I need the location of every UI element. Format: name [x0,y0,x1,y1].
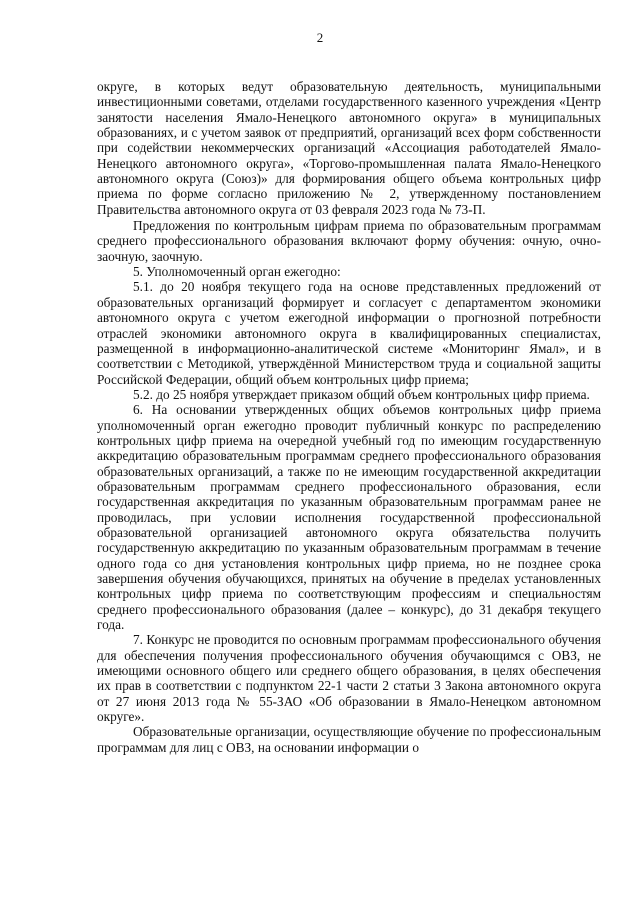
paragraph-continuation: округе, в которых ведут образовательную деятельность, муниципальными инвестиционными советами, отделами государственного казенного учреждения «Центр занятости населения Ямало-Ненецкого автономного округа» в муниципальных образованиях, и с учетом заявок от предприятий, организаций всех форм собственности при содействии некоммерческих организаций «Ассоциация работодателей Ямало-Ненецкого автономного округа», «Торгово-промышленная палата Ямало-Ненецкого автономного округа (Союз)» для формирования общего объема контрольных цифр приема по форме согласно приложению № 2, утвержденному постановлением Правительства автономного округа от 03 февраля 2023 года № 73-П. [97,79,601,217]
paragraph-study-forms: Предложения по контрольным цифрам приема по образовательным программам среднего профессионального образования включают форму обучения: очную, очно-заочную, заочную. [97,218,601,264]
paragraph-ovz-organizations: Образовательные организации, осуществляющие обучение по профессиональным программам для лиц с ОВЗ, на основании информации о [97,724,601,755]
paragraph-item-5-2: 5.2. до 25 ноября утверждает приказом общий объем контрольных цифр приема. [133,386,590,402]
document-body [97,79,601,755]
paragraph-item-5: 5. Уполномоченный орган ежегодно: [133,264,341,280]
paragraph-item-5-1: 5.1. до 20 ноября текущего года на основе представленных предложений от образовательных организаций формирует и согласует с департаментом экономики автономного округа с учетом ежегодной информации о прогнозной потребности отраслей экономики автономного округа в квалифицированных специалистах, размещенной в информационно-аналитической системе «Мониторинг Ямал», и в соответствии с Методикой, утверждённой Министерством труда и социальной защиты Российской Федерации, общий объем контрольных цифр приема; [97,279,601,387]
paragraph-item-7: 7. Конкурс не проводится по основным программам профессионального обучения для обеспечения получения профессионального обучения обучающимся с ОВЗ, не имеющими основного общего или среднего общего образования, в целях обеспечения их прав в соответствии с подпунктом 22-1 части 2 статьи 3 Закона автономного округа от 27 июня 2013 года № 55-ЗАО «Об образовании в Ямало-Ненецком автономном округе». [97,632,601,725]
paragraph-item-6: 6. На основании утвержденных общих объемов контрольных цифр приема уполномоченный орган ежегодно проводит публичный конкурс по распределению контрольных цифр приема на очередной учебный год по имеющим государственную аккредитацию образовательным программам среднего профессионального образования образовательных организаций, а также по не имеющим государственной аккредитации образовательным программам среднего профессионального образования, если государственная аккредитация по указанным образовательным программам ранее не проводилась, при условии исполнения государственной профессиональной образовательной организацией автономного округа обязательства получить государственную аккредитацию по указанным образовательным программам в течение одного года со дня установления контрольных цифр приема, но не позднее срока завершения обучения обучающихся, принятых на обучение в пределах установленных контрольных цифр приема по соответствующим профессиям и специальностям среднего профессионального образования (далее – конкурс), до 31 декабря текущего года. [97,402,601,633]
page-number: 2 [316,30,324,45]
